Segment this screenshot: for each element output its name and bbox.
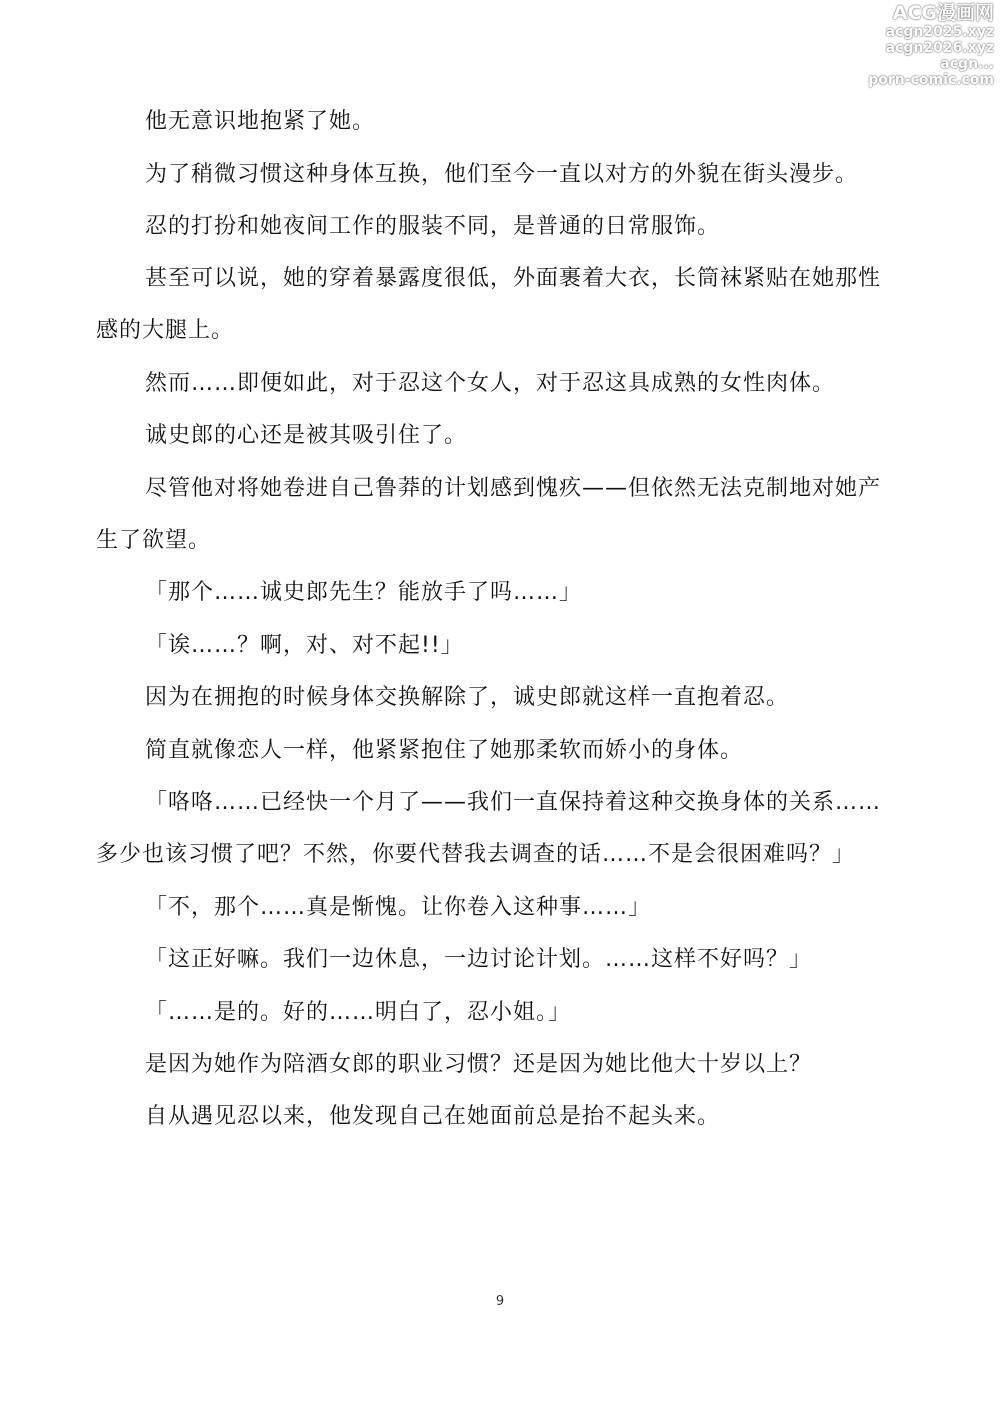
watermark-line: acgn2026.xyz — [885, 40, 994, 56]
paragraph-line: 生了欲望。 — [96, 528, 212, 553]
watermark-brand: ACG漫画网 — [892, 2, 994, 24]
paragraph-line: 为了稍微习惯这种身体互换，他们至今一直以对方的外貌在街头漫步。 — [145, 162, 859, 187]
dialogue-line: 「不，那个……真是惭愧。让你卷入这种事……」 — [145, 895, 652, 920]
paragraph-line: 忍的打扮和她夜间工作的服装不同，是普通的日常服饰。 — [145, 214, 721, 239]
paragraph-line: 然而……即便如此，对于忍这个女人，对于忍这具成熟的女性肉体。 — [145, 371, 836, 396]
dialogue-line: 「诶……？啊，对、对不起!!」 — [145, 633, 464, 658]
paragraph-line: 是因为她作为陪酒女郎的职业习惯？还是因为她比他大十岁以上？ — [145, 1052, 813, 1077]
dialogue-line: 「那个……诚史郎先生？能放手了吗……」 — [145, 580, 583, 605]
dialogue-line: 「这正好嘛。我们一边休息，一边讨论计划。……这样不好吗？」 — [145, 947, 813, 972]
watermark — [844, 2, 994, 88]
watermark-line: acgn2025.xyz — [885, 24, 994, 40]
paragraph-line: 尽管他对将她卷进自己鲁莽的计划感到愧疚——但依然无法克制地对她产 — [145, 476, 882, 501]
watermark-line: porn-comic.com — [868, 72, 994, 88]
paragraph-line: 他无意识地抱紧了她。 — [145, 109, 376, 134]
paragraph-line: 因为在拥抱的时候身体交换解除了，诚史郎就这样一直抱着忍。 — [145, 685, 790, 710]
paragraph-line: 甚至可以说，她的穿着暴露度很低，外面裹着大衣，长筒袜紧贴在她那性 — [145, 266, 882, 291]
paragraph-line: 简直就像恋人一样，他紧紧抱住了她那柔软而娇小的身体。 — [145, 738, 744, 763]
page-number: 9 — [495, 1294, 505, 1309]
paragraph-line: 诚史郎的心还是被其吸引住了。 — [145, 423, 468, 448]
dialogue-line: 多少也该习惯了吧？不然，你要代替我去调查的话……不是会很困难吗？」 — [96, 842, 856, 867]
paragraph-line: 感的大腿上。 — [96, 318, 235, 343]
watermark-line: acgn... — [940, 56, 994, 72]
dialogue-line: 「咯咯……已经快一个月了——我们一直保持着这种交换身体的关系…… — [145, 790, 882, 815]
dialogue-line: 「……是的。好的……明白了，忍小姐。」 — [145, 1000, 572, 1025]
paragraph-line: 自从遇见忍以来，他发现自己在她面前总是抬不起头来。 — [145, 1104, 721, 1129]
